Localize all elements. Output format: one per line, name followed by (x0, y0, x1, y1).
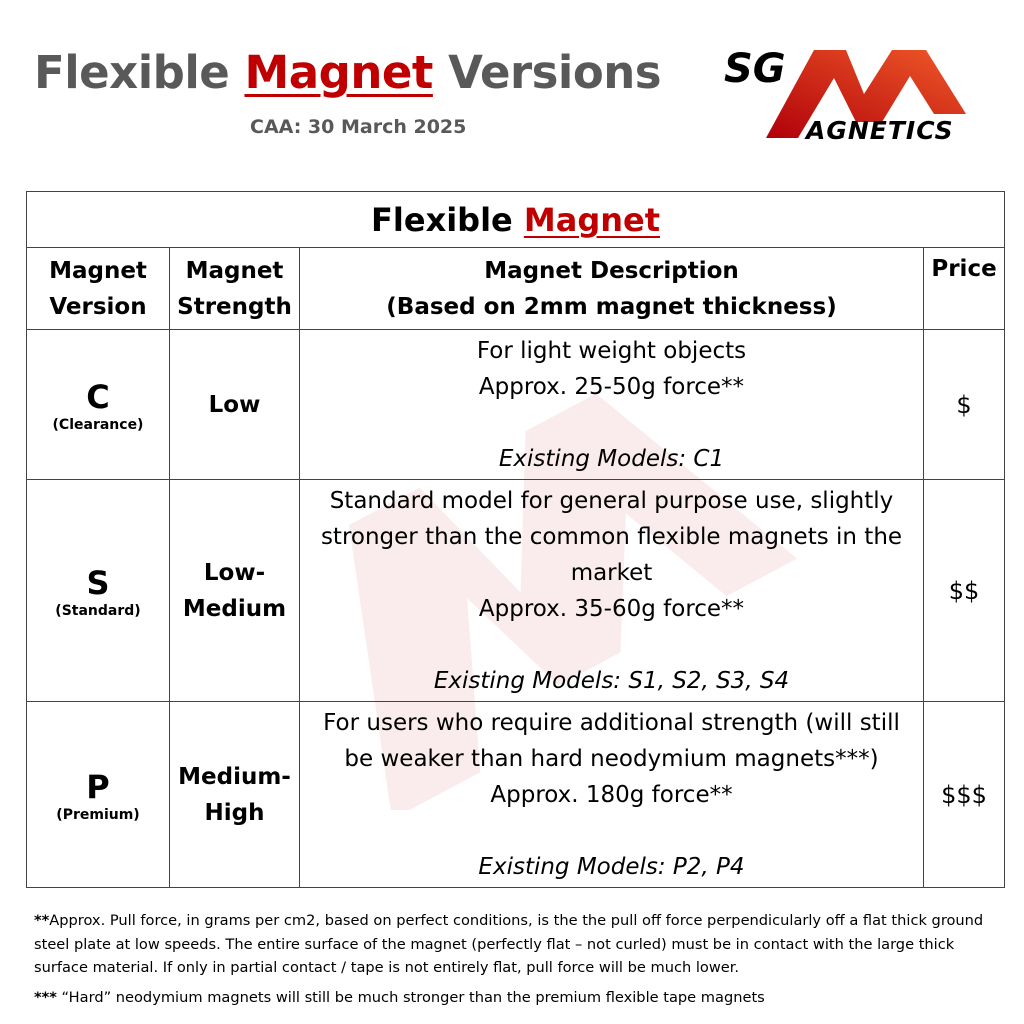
existing-models: Existing Models: P2, P4 (478, 853, 745, 880)
version-letter: C (86, 377, 110, 416)
version-cell (27, 330, 170, 480)
description-line: For light weight objects (476, 337, 747, 364)
title-highlight: Magnet (244, 46, 433, 99)
header-desc-line1: Magnet Description (484, 257, 739, 284)
footnote-marker: *** (34, 988, 57, 1006)
table-title (27, 192, 1005, 248)
title-suffix: Versions (432, 46, 662, 99)
footnote-pull-force (34, 909, 994, 980)
strength-cell (170, 702, 300, 888)
table-title-prefix: Flexible (371, 200, 524, 239)
sg-magnetics-logo (722, 42, 990, 144)
description-cell (300, 702, 924, 888)
header-strength-line2: Strength (177, 293, 292, 320)
version-letter: S (86, 563, 110, 602)
description-line: Approx. 35-60g force** (478, 595, 745, 622)
strength-text-line2: Medium (182, 595, 287, 622)
table-title-highlight: Magnet (523, 200, 661, 239)
footnote-neodymium (34, 986, 994, 1010)
description-line: stronger than the common flexible magnets in the (320, 523, 903, 550)
description-line: Approx. 25-50g force** (478, 373, 745, 400)
version-subtitle: (Standard) (55, 602, 141, 619)
strength-cell (170, 480, 300, 702)
table-header-row (27, 248, 1005, 330)
description-line: market (570, 559, 653, 586)
description-cell (300, 480, 924, 702)
logo-sg-text: SG (724, 46, 786, 92)
header-version (27, 248, 170, 330)
strength-text-line1: Low- (203, 559, 266, 586)
header-strength (170, 248, 300, 330)
strength-text: Low (208, 391, 261, 418)
price-cell: $ (924, 330, 1005, 480)
strength-text-line1: Medium- (178, 763, 291, 790)
strength-cell (170, 330, 300, 480)
date-line: CAA: 30 March 2025 (250, 116, 467, 138)
version-letter: P (86, 767, 110, 806)
description-cell (300, 330, 924, 480)
version-subtitle: (Clearance) (52, 416, 144, 433)
table-row (27, 330, 1005, 480)
existing-models: Existing Models: S1, S2, S3, S4 (433, 667, 790, 694)
table-row (27, 480, 1005, 702)
description-line: Approx. 180g force** (490, 781, 733, 808)
description-line: be weaker than hard neodymium magnets***) (344, 745, 879, 772)
logo-agnetics-text: AGNETICS (806, 116, 954, 144)
version-cell (27, 702, 170, 888)
price-cell: $$$ (924, 702, 1005, 888)
footnote-marker: ** (34, 912, 50, 929)
header-desc-line2: (Based on 2mm magnet thickness) (386, 293, 837, 320)
description-line: For users who require additional strength (will still (323, 709, 900, 736)
table-row (27, 702, 1005, 888)
footnote-text: “Hard” neodymium magnets will still be much stronger than the premium flexible tape magnets (56, 988, 765, 1006)
description-line: Standard model for general purpose use, slightly (329, 487, 894, 514)
header-description (300, 248, 924, 330)
existing-models: Existing Models: C1 (498, 445, 725, 472)
header-version-line2: Version (49, 293, 147, 320)
footnotes (34, 909, 994, 1009)
title-prefix: Flexible (34, 46, 245, 99)
header-strength-line1: Magnet (185, 257, 284, 284)
header-version-line1: Magnet (49, 257, 147, 284)
page-title (34, 46, 661, 99)
strength-text-line2: High (204, 799, 265, 826)
version-subtitle: (Premium) (56, 806, 140, 823)
price-cell: $$ (924, 480, 1005, 702)
versions-table (26, 191, 1005, 888)
header-price: Price (924, 248, 1005, 330)
version-cell (27, 480, 170, 702)
footnote-text: Approx. Pull force, in grams per cm2, based on perfect conditions, is the the pull off force perpendicularly off a flat thick ground steel plate at low speeds. The entire surface of the magnet (perfectly flat – not curled) must be in contact with the large thick surface material. If only in partial contact / tape is not entirely flat, pull force will be much lower. (34, 912, 984, 976)
